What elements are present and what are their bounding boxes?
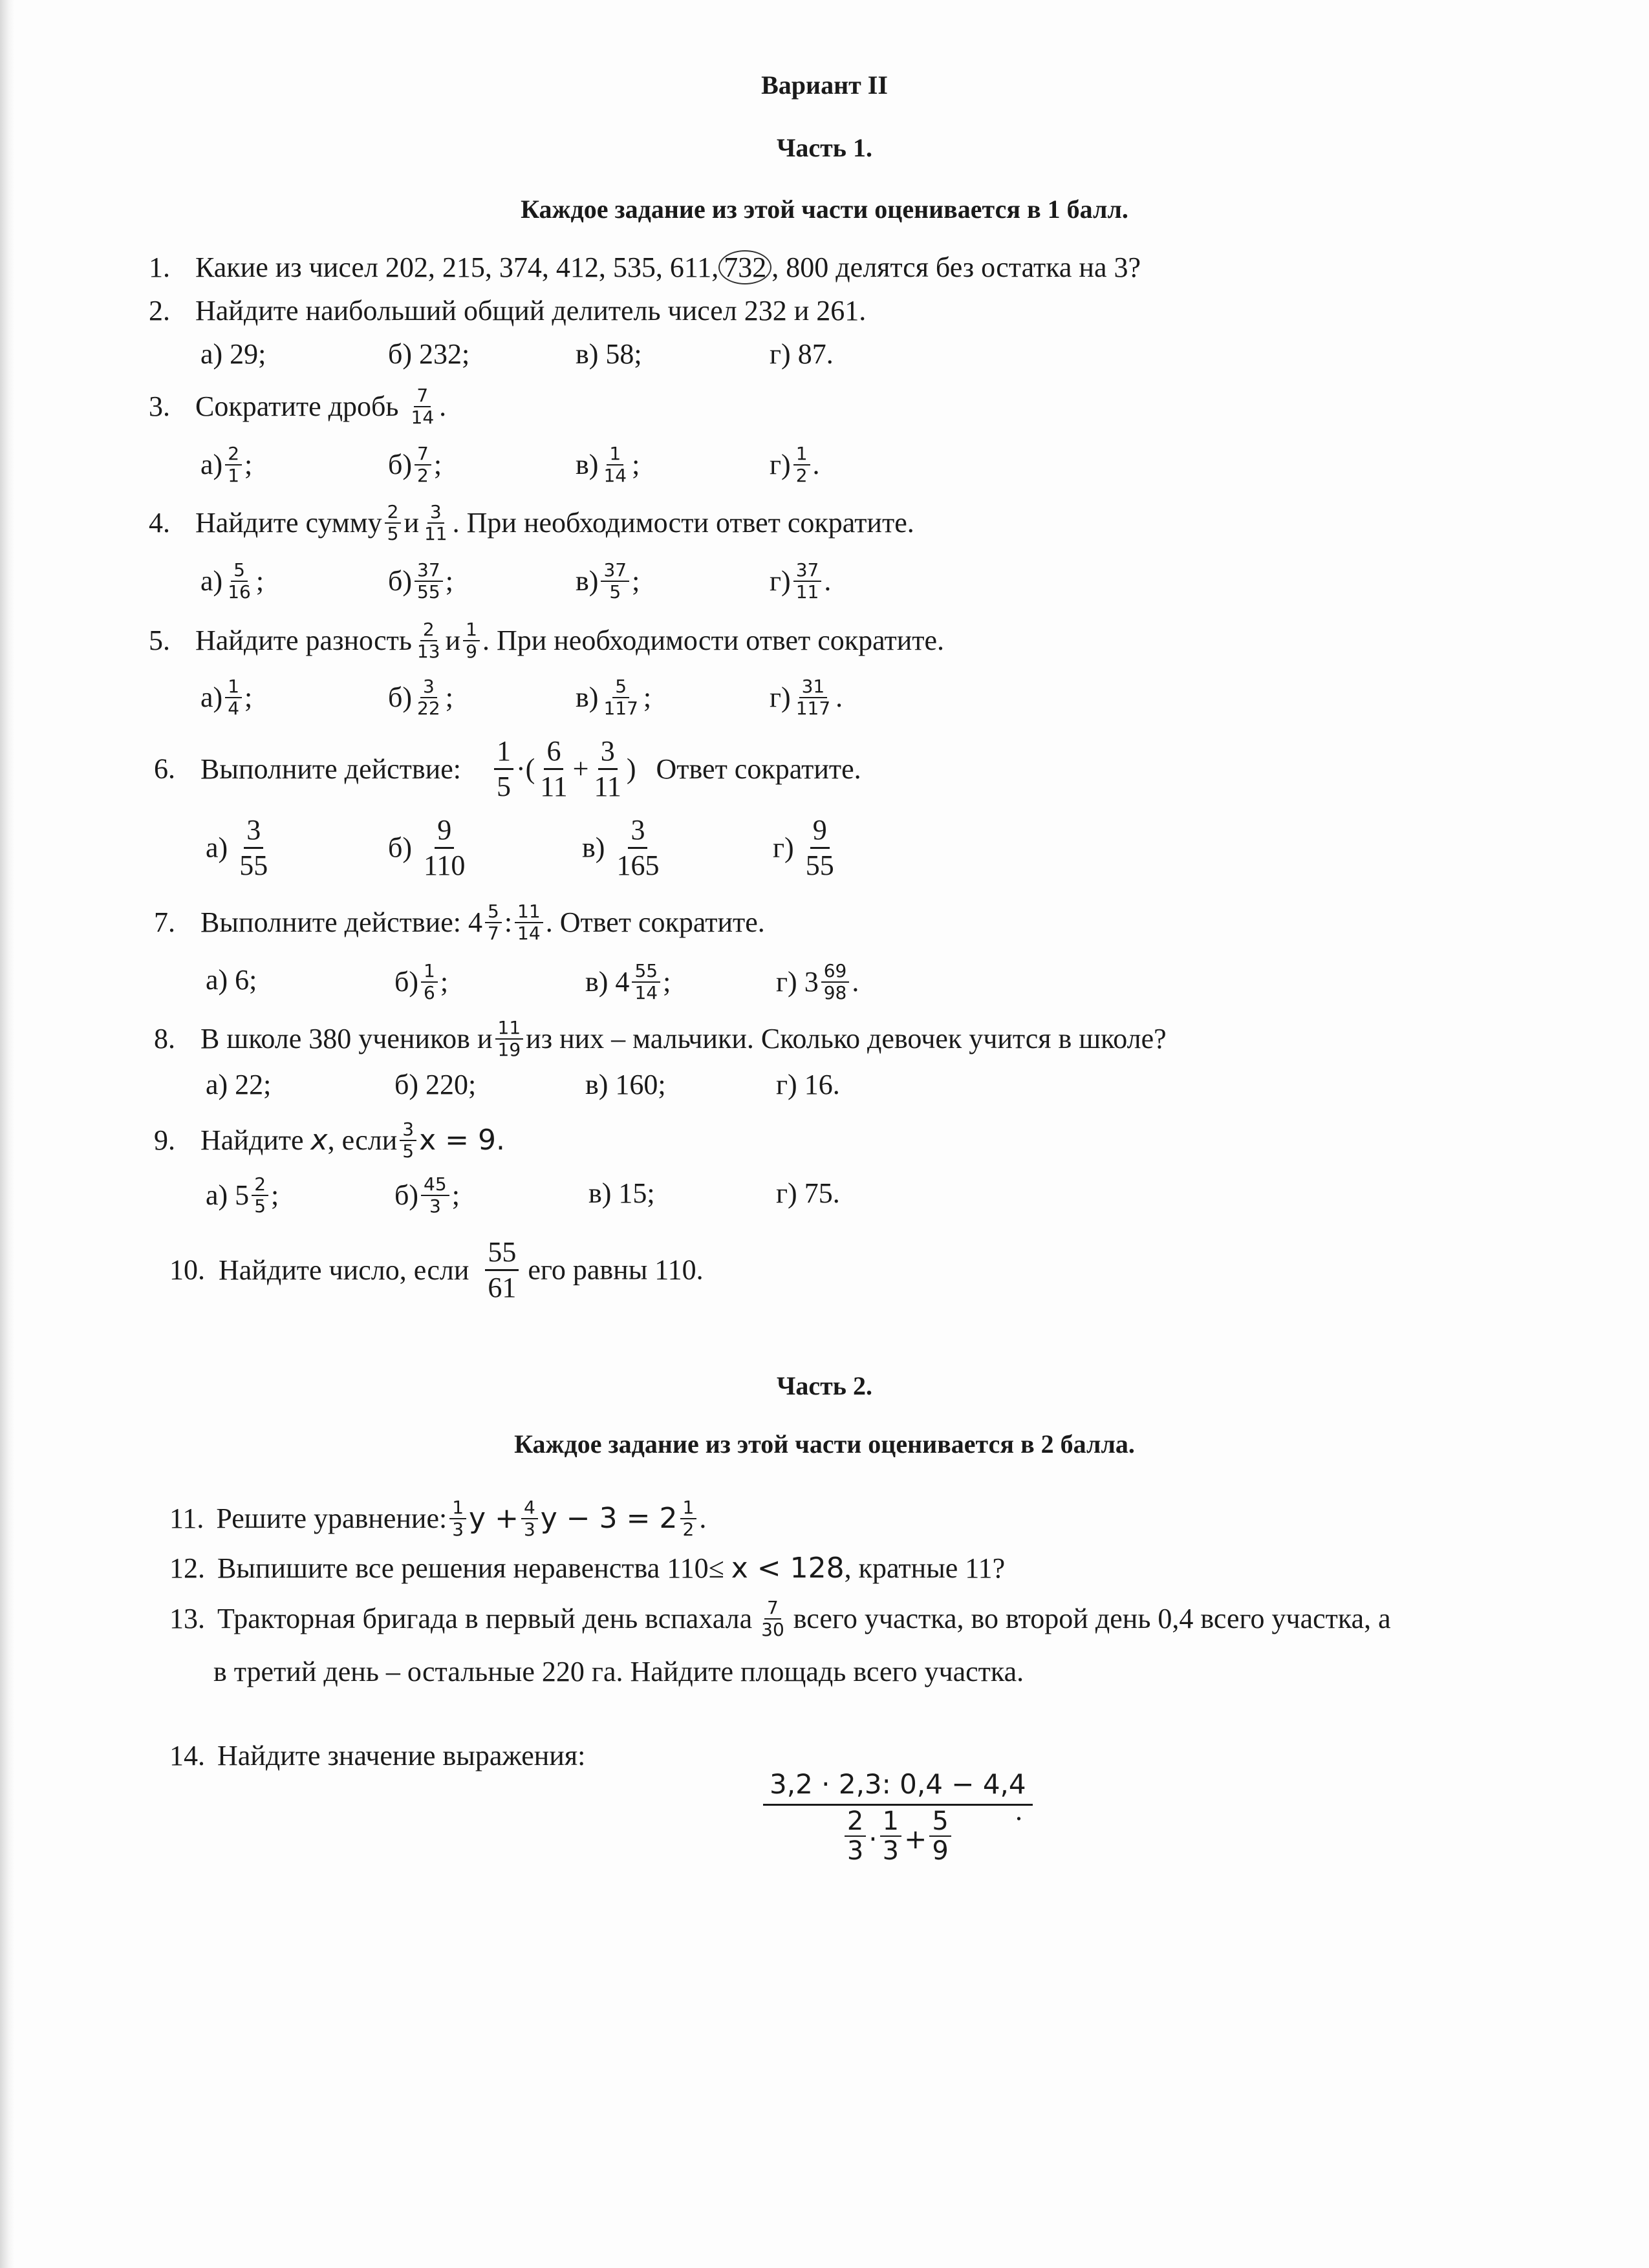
q9-option-d: г) 75. bbox=[776, 1177, 840, 1209]
q8-text: В школе 380 учеников и bbox=[200, 1023, 493, 1055]
question-4: 4. Найдите сумму $\frac{2}{5}$ и $\frac{3}{11}$ . При необходимости ответ сократите. bbox=[149, 501, 914, 544]
question-3: 3. Сократите дробь $\frac{7}{14}$ . bbox=[149, 385, 447, 428]
q14-expression: 3,2 · 2,3: 0,4 − 4,4 2 3 · 1 3 + $\frac{5}{9}$ . bbox=[763, 1768, 1033, 1868]
q2-option-b: б) 232; bbox=[388, 338, 470, 370]
q4-text: Найдите сумму bbox=[195, 507, 382, 539]
q4-option-c: в) $\frac{37}{5}$ ; bbox=[576, 559, 640, 603]
q10-number: 10. bbox=[169, 1254, 205, 1286]
q2-text: Найдите наибольший общий делитель чисел 232 и 261. bbox=[195, 295, 867, 326]
q4-option-b: б) $\frac{37}{55}$ ; bbox=[388, 559, 453, 603]
q3-option-c: в) $\frac{1}{14}$ ; bbox=[576, 443, 640, 486]
q9-number: 9. bbox=[154, 1124, 175, 1157]
q11-number: 11. bbox=[169, 1503, 204, 1535]
q4-number: 4. bbox=[149, 507, 170, 539]
q9-option-c: в) 15; bbox=[588, 1177, 655, 1209]
question-8: 8. В школе 380 учеников и $\frac{11}{19}$ из них – мальчики. Сколько девочек учится в школе? bbox=[154, 1017, 1167, 1060]
q3-option-d: г) $\frac{1}{2}$ . bbox=[770, 443, 820, 486]
q6-option-b: б) $\frac{9}{110}$ bbox=[388, 814, 466, 881]
q3-number: 3. bbox=[149, 390, 170, 423]
question-6: 6. Выполните действие: $\frac{1}{5}$ ·( $\frac{6}{11}$ + $\frac{3}{11}$ ) Ответ сократите. bbox=[154, 735, 861, 802]
question-10: 10. Найдите число, если $\frac{55}{61}$ его равны 110. bbox=[169, 1236, 704, 1303]
q8-option-c: в) 160; bbox=[585, 1069, 666, 1100]
q6-option-d: г) $\frac{9}{55}$ bbox=[773, 814, 834, 881]
q10-text: Найдите число, если bbox=[219, 1254, 469, 1286]
q12-number: 12. bbox=[169, 1552, 205, 1584]
q6-option-a: а) $\frac{3}{55}$ bbox=[206, 814, 268, 881]
variant-title: Вариант II bbox=[761, 70, 888, 100]
q13-text-line2: в третий день – остальные 220 га. Найдите площадь всего участка. bbox=[213, 1656, 1024, 1687]
q4-option-a: а) $\frac{5}{16}$ ; bbox=[200, 559, 264, 603]
q5-option-c: в) $\frac{5}{117}$ ; bbox=[576, 676, 652, 719]
q7-number: 7. bbox=[154, 906, 175, 939]
q14-text: Найдите значение выражения: bbox=[217, 1740, 586, 1771]
q2-option-c: в) 58; bbox=[576, 338, 642, 370]
q9-option-a: а) 5 $\frac{2}{5}$ ; bbox=[206, 1173, 279, 1217]
q1-text: Какие из чисел 202, 215, 374, 412, 535, 611, bbox=[195, 251, 719, 283]
q4-option-d: г) $\frac{37}{11}$ . bbox=[770, 559, 832, 603]
question-13: 13. Тракторная бригада в первый день вспахала $\frac{7}{30}$ всего участка, во второй день 0,4 всего участка, а bbox=[169, 1597, 1391, 1640]
q8-number: 8. bbox=[154, 1023, 175, 1055]
q14-numerator: 3,2 · 2,3: 0,4 − 4,4 bbox=[763, 1768, 1033, 1806]
q7-text: Выполните действие: 4 bbox=[200, 906, 482, 939]
q2-option-d: г) 87. bbox=[770, 338, 834, 370]
q1-number: 1. bbox=[149, 251, 170, 283]
q13-text: Тракторная бригада в первый день вспахала bbox=[217, 1603, 753, 1635]
part2-title: Часть 2. bbox=[777, 1371, 872, 1400]
q1-circled-number: 732 bbox=[718, 250, 771, 284]
q5-option-d: г) $\frac{31}{117}$ . bbox=[770, 676, 843, 719]
q9-text: Найдите bbox=[200, 1124, 304, 1157]
question-2 bbox=[149, 294, 866, 328]
q8-option-b: б) 220; bbox=[394, 1069, 477, 1100]
q5-number: 5. bbox=[149, 625, 170, 657]
q5-text: Найдите разность bbox=[195, 625, 412, 657]
q6-option-c: в) $\frac{3}{165}$ bbox=[582, 814, 660, 881]
q5-option-a: а) $\frac{1}{4}$ ; bbox=[200, 676, 253, 719]
q13-number: 13. bbox=[169, 1603, 205, 1635]
q7-option-c: в) 4 $\frac{55}{14}$ ; bbox=[585, 960, 671, 1003]
question-14 bbox=[169, 1739, 585, 1773]
q3-option-b: б) $\frac{7}{2}$ ; bbox=[388, 443, 442, 486]
q1-text-end: , 800 делятся без остатка на 3? bbox=[771, 251, 1141, 283]
question-7: 7. Выполните действие: 4 $\frac{5}{7}$ : $\frac{11}{14}$ . Ответ сократите. bbox=[154, 901, 765, 944]
question-1 bbox=[149, 251, 1141, 284]
question-12: 12. Выпишите все решения неравенства 110≤ x < 128, кратные 11? bbox=[169, 1552, 1006, 1585]
q14-number: 14. bbox=[169, 1740, 205, 1771]
q11-text: Решите уравнение: bbox=[216, 1503, 447, 1535]
q2-option-a: а) 29; bbox=[200, 338, 266, 370]
q3-fraction: $\frac{7}{14}$ bbox=[411, 385, 435, 428]
q6-number: 6. bbox=[154, 753, 175, 785]
q7-option-d: г) 3 $\frac{69}{98}$ . bbox=[776, 960, 859, 1003]
question-9: 9. Найдите x, если $\frac{3}{5}$ x = 9. bbox=[154, 1118, 505, 1162]
q7-option-b: б) $\frac{1}{6}$ ; bbox=[394, 960, 449, 1003]
part1-title: Часть 1. bbox=[777, 133, 872, 162]
question-11: 11. Решите уравнение: $\frac{1}{3}$ y + $\frac{4}{3}$ y − 3 = 2 $\frac{1}{2}$ . bbox=[169, 1497, 707, 1540]
q2-number: 2. bbox=[149, 295, 170, 326]
part1-subtitle: Каждое задание из этой части оценивается в 1 балл. bbox=[521, 195, 1128, 224]
q14-denominator: 2 3 · 1 3 + $\frac{5}{9}$ bbox=[842, 1806, 954, 1868]
part2-subtitle: Каждое задание из этой части оценивается в 2 балла. bbox=[514, 1429, 1135, 1459]
q12-text: Выпишите все решения неравенства 110≤ bbox=[217, 1552, 724, 1584]
q3-text: Сократите дробь bbox=[195, 390, 399, 423]
q9-option-b: б) $\frac{45}{3}$ ; bbox=[394, 1173, 460, 1217]
q5-option-b: б) $\frac{3}{22}$ ; bbox=[388, 676, 453, 719]
scan-edge-shadow bbox=[0, 0, 14, 2268]
q3-option-a: а) $\frac{2}{1}$ ; bbox=[200, 443, 253, 486]
question-5: 5. Найдите разность $\frac{2}{13}$ и $\frac{1}{9}$ . При необходимости ответ сократите. bbox=[149, 619, 945, 662]
q8-option-d: г) 16. bbox=[776, 1069, 840, 1100]
q7-option-a: а) 6; bbox=[206, 964, 257, 996]
q6-text: Выполните действие: bbox=[200, 753, 461, 785]
q8-option-a: а) 22; bbox=[206, 1069, 272, 1100]
